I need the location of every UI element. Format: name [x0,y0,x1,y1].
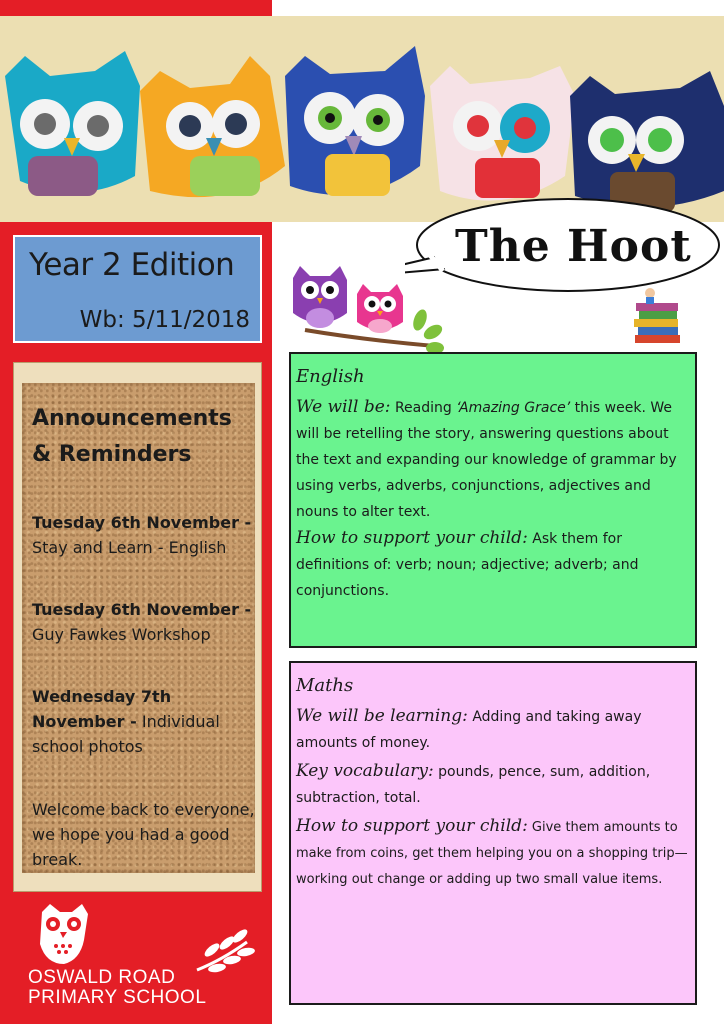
book-stack-icon [630,283,685,351]
english-book-title: ‘Amazing Grace’ [456,400,571,416]
announcement-date: Tuesday 6th November - [32,513,252,532]
maths-learning [296,703,689,756]
maths-learning-text: Adding and taking away amounts of money. [296,709,642,751]
school-name-line2: PRIMARY SCHOOL [28,987,207,1008]
top-white-strip [272,0,724,16]
announcement-date: Wednesday 7th November - [32,687,172,731]
owl-navy-icon [570,71,724,212]
announcement-date: Tuesday 6th November - [32,600,252,619]
announcement-item [32,684,247,759]
school-name [28,968,206,1008]
maths-support [296,813,689,893]
announcement-text: Guy Fawkes Workshop [32,625,211,644]
english-support-label: How to support your child: [296,528,528,548]
leaf-sprig-icon [197,927,256,973]
owl-floral-icon [430,66,575,201]
maths-vocab [296,758,689,811]
maths-vocab-label: Key vocabulary: [296,761,434,781]
owl-banner-image [0,16,724,222]
english-will-be [296,394,689,525]
announcement-text: Stay and Learn - English [32,538,227,557]
edition-title: Year 2 Edition [29,247,235,283]
announcement-text: Individual school photos [32,712,220,756]
owls-on-branch-icon [285,258,450,353]
announcement-item [32,597,257,647]
english-support-text: Ask them for definitions of: verb; noun; adjective; adverb; and conjunctions. [296,531,639,599]
english-heading: English [296,366,365,387]
english-support [296,525,689,604]
edition-box [13,235,262,343]
announcements-board [13,362,262,892]
announcement-item [32,510,257,560]
announcements-title: Announcements & Reminders [32,406,232,467]
welcome-message: Welcome back to everyone, we hope you had a good break. [32,800,255,869]
maths-vocab-text: pounds, pence, sum, addition, subtraction, total. [296,764,651,806]
maths-learning-label: We will be learning: [296,706,468,726]
maths-heading: Maths [296,675,354,696]
owl-bunting-icon [0,16,724,222]
english-panel [289,352,697,648]
english-will-be-label: We will be: [296,397,391,417]
school-name-line1: OSWALD ROAD [28,967,176,988]
english-will-be-text: this week. We will be retelling the story, answering questions about the text and expanding our knowledge of grammar by using verbs, adverbs, conjunctions, adjectives and nouns to alter text. [296,400,677,520]
maths-support-label: How to support your child: [296,816,528,836]
maths-support-text: Give them amounts to make from coins, get them helping you on a shopping trip—working out change or adding up two small value items. [296,820,688,887]
newsletter-title: The Hoot [455,221,692,272]
edition-date: Wb: 5/11/2018 [79,307,250,333]
english-will-be-pre: Reading [394,400,457,416]
maths-panel [289,661,697,1005]
